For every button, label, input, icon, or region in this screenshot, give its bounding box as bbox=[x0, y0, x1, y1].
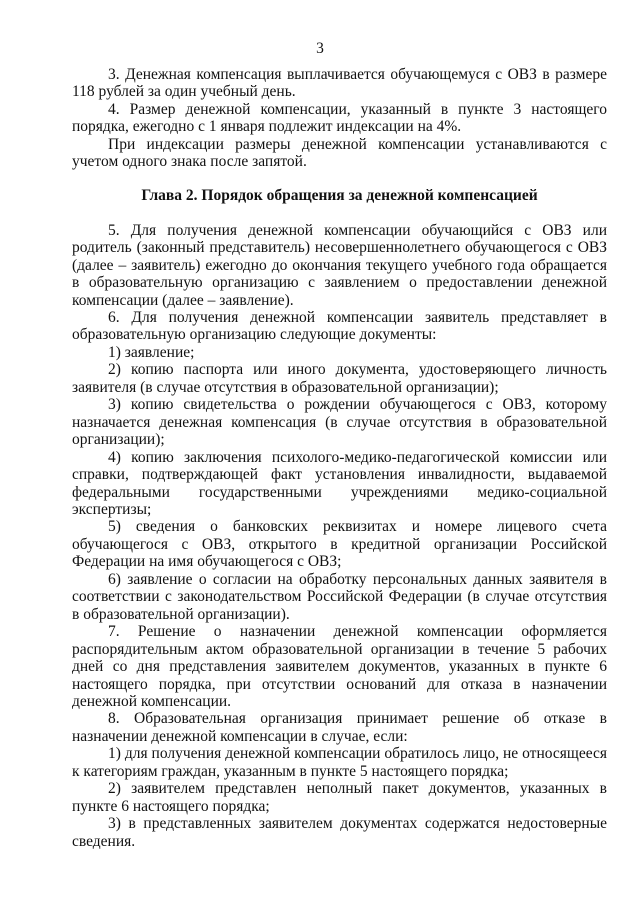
chapter-2-title: Глава 2. Порядок обращения за денежной компенсацией bbox=[141, 186, 538, 204]
paragraph-8-item-3: 3) в представленных заявителем документах содержатся недостоверные сведения. bbox=[72, 815, 607, 850]
paragraph-3: 3. Денежная компенсация выплачивается обучающемуся с ОВЗ в размере 118 рублей за один учебный день. bbox=[72, 66, 607, 101]
paragraph-4: 4. Размер денежной компенсации, указанный в пункте 3 настоящего порядка, ежегодно с 1 января подлежит индексации на 4%. bbox=[72, 100, 607, 136]
paragraph-5: 5. Для получения денежной компенсации обучающийся с ОВЗ или родитель (законный представитель) несовершеннолетнего обучающегося с ОВЗ (далее – заявитель) ежегодно до окончания текущего учебного года обращается в образовательную организацию с заявлением о предоставлении денежной компенсации (далее – заявление). bbox=[72, 221, 607, 309]
paragraph-6-item-3: 3) копию свидетельства о рождении обучающегося с ОВЗ, которому назначается денежная компенсация (в случае отсутствия в образовательной организации); bbox=[72, 396, 607, 449]
paragraph-8-item-1: 1) для получения денежной компенсации обратилось лицо, не относящееся к категориям граждан, указанным в пункте 5 настоящего порядка; bbox=[72, 745, 607, 780]
document-body bbox=[72, 66, 607, 850]
page-number: 3 bbox=[316, 40, 324, 57]
paragraph-8-item-2: 2) заявителем представлен неполный пакет документов, указанных в пункте 6 настоящего порядка; bbox=[72, 780, 607, 815]
paragraph-6-item-4: 4) копию заключения психолого-медико-педагогической комиссии или справки, подтверждающей факт установления инвалидности, выдаваемой федеральными государственными учреждениями медико-социальной экспертизы; bbox=[72, 448, 607, 518]
paragraph-indexation-note: При индексации размеры денежной компенсации устанавливаются с учетом одного знака после запятой. bbox=[72, 135, 607, 171]
paragraph-6-item-6: 6) заявление о согласии на обработку персональных данных заявителя в соответствии с законодательством Российской Федерации (в случае отсутствия в образовательной организации). bbox=[72, 570, 607, 623]
paragraph-6: 6. Для получения денежной компенсации заявитель представляет в образовательную организацию следующие документы: bbox=[72, 308, 607, 344]
paragraph-6-item-1: 1) заявление; bbox=[108, 343, 195, 361]
paragraph-7: 7. Решение о назначении денежной компенсации оформляется распорядительным актом образовательной организации в течение 5 рабочих дней со дня представления заявителем документов, указанных в пункте 6 настоящего порядка, при отсутствии оснований для отказа в назначении денежной компенсации. bbox=[72, 623, 607, 710]
paragraph-6-item-2: 2) копию паспорта или иного документа, удостоверяющего личность заявителя (в случае отсутствия в образовательной организации); bbox=[72, 361, 607, 396]
paragraph-8: 8. Образовательная организация принимает решение об отказе в назначении денежной компенсации в случае, если: bbox=[72, 710, 607, 745]
paragraph-6-item-5: 5) сведения о банковских реквизитах и номере лицевого счета обучающегося с ОВЗ, открытого в кредитной организации Российской Федерации на имя обучающегося с ОВЗ; bbox=[72, 518, 607, 571]
